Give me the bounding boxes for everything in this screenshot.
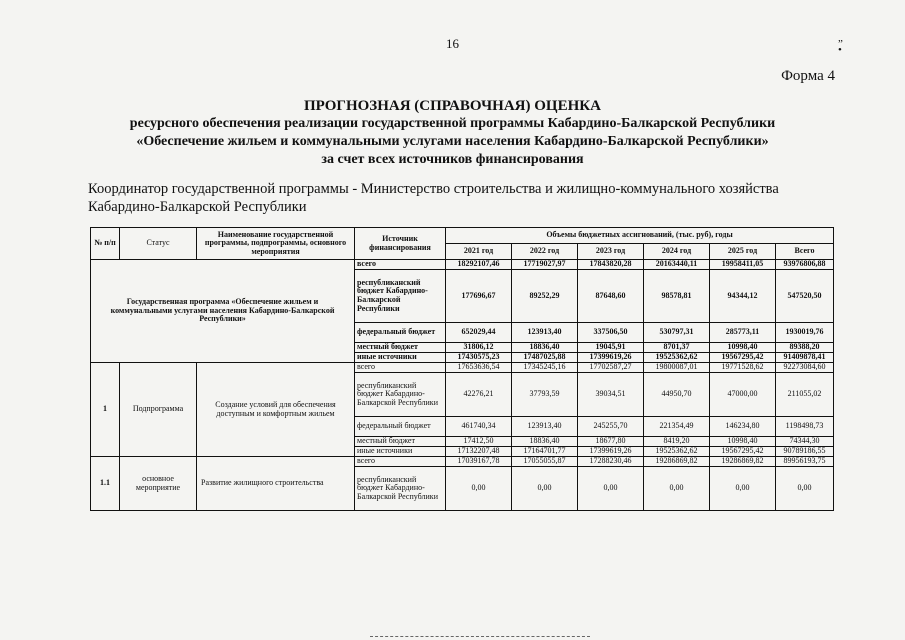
value-cell: 123913,40 bbox=[512, 417, 578, 437]
value-cell: 17164701,77 bbox=[512, 447, 578, 457]
value-cell: 1198498,73 bbox=[776, 417, 834, 437]
value-cell: 19800087,01 bbox=[644, 363, 710, 373]
value-cell: 19958411,05 bbox=[710, 260, 776, 270]
value-cell: 39034,51 bbox=[578, 373, 644, 417]
value-cell: 337506,50 bbox=[578, 323, 644, 343]
value-cell: 17653636,54 bbox=[446, 363, 512, 373]
value-cell: 90789186,55 bbox=[776, 447, 834, 457]
value-cell: 0,00 bbox=[578, 467, 644, 511]
value-cell: 18836,40 bbox=[512, 343, 578, 353]
value-cell: 87648,60 bbox=[578, 270, 644, 323]
value-cell: 20163440,11 bbox=[644, 260, 710, 270]
value-cell: 89388,20 bbox=[776, 343, 834, 353]
value-cell: 19525362,62 bbox=[644, 353, 710, 363]
value-cell: 530797,31 bbox=[644, 323, 710, 343]
value-cell: 17055055,87 bbox=[512, 457, 578, 467]
value-cell: 47000,00 bbox=[710, 373, 776, 417]
source-cell: иные источники bbox=[355, 447, 446, 457]
value-cell: 8701,37 bbox=[644, 343, 710, 353]
source-cell: федеральный бюджет bbox=[355, 323, 446, 343]
program-name: Государственная программа «Обеспечение жильем и коммунальными услугами населения Кабардино-Балкарской Республики» bbox=[91, 260, 355, 363]
value-cell: 0,00 bbox=[512, 467, 578, 511]
header-name: Наименование государственной программы, подпрограммы, основного мероприятия bbox=[197, 228, 355, 260]
title-line-3: «Обеспечение жильем и коммунальными услугами населения Кабардино-Балкарской Республики» bbox=[136, 134, 769, 149]
source-cell: всего bbox=[355, 457, 446, 467]
value-cell: 18836,40 bbox=[512, 437, 578, 447]
table-row bbox=[91, 363, 834, 373]
value-cell: 17132207,48 bbox=[446, 447, 512, 457]
value-cell: 1930019,76 bbox=[776, 323, 834, 343]
coordinator-text: Координатор государственной программы - Министерство строительства и жилищно-коммунального хозяйства Кабардино-Балкарской Республики bbox=[88, 181, 779, 215]
header-year: 2024 год bbox=[644, 244, 710, 260]
budget-table bbox=[90, 227, 834, 511]
value-cell: 10998,40 bbox=[710, 343, 776, 353]
header-total: Всего bbox=[776, 244, 834, 260]
value-cell: 18292107,46 bbox=[446, 260, 512, 270]
form-label: Форма 4 bbox=[781, 68, 835, 84]
table-row bbox=[91, 260, 834, 270]
value-cell: 0,00 bbox=[446, 467, 512, 511]
value-cell: 37793,59 bbox=[512, 373, 578, 417]
value-cell: 177696,67 bbox=[446, 270, 512, 323]
value-cell: 31806,12 bbox=[446, 343, 512, 353]
header-year: 2025 год bbox=[710, 244, 776, 260]
value-cell: 123913,40 bbox=[512, 323, 578, 343]
value-cell: 221354,49 bbox=[644, 417, 710, 437]
source-cell: местный бюджет bbox=[355, 343, 446, 353]
page-number: 16 bbox=[446, 36, 459, 51]
value-cell: 17702587,27 bbox=[578, 363, 644, 373]
source-cell: федеральный бюджет bbox=[355, 417, 446, 437]
value-cell: 17399619,26 bbox=[578, 447, 644, 457]
value-cell: 89252,29 bbox=[512, 270, 578, 323]
header-volumes: Объемы бюджетных ассигнований, (тыс. руб), годы bbox=[446, 228, 834, 244]
value-cell: 17430575,23 bbox=[446, 353, 512, 363]
value-cell: 0,00 bbox=[776, 467, 834, 511]
value-cell: 8419,20 bbox=[644, 437, 710, 447]
row-status: Подпрограмма bbox=[120, 363, 197, 457]
title-line-2: ресурсного обеспечения реализации государственной программы Кабардино-Балкарской Республики bbox=[129, 116, 776, 131]
value-cell: 461740,34 bbox=[446, 417, 512, 437]
value-cell: 285773,11 bbox=[710, 323, 776, 343]
row-number: 1.1 bbox=[91, 457, 120, 511]
value-cell: 17487025,88 bbox=[512, 353, 578, 363]
value-cell: 89956193,75 bbox=[776, 457, 834, 467]
title-line-1: ПРОГНОЗНАЯ (СПРАВОЧНАЯ) ОЦЕНКА bbox=[304, 98, 601, 114]
row-name: Создание условий для обеспечения доступным и комфортным жильем bbox=[197, 363, 355, 457]
value-cell: 10998,40 bbox=[710, 437, 776, 447]
value-cell: 0,00 bbox=[710, 467, 776, 511]
value-cell: 98578,81 bbox=[644, 270, 710, 323]
value-cell: 17843820,28 bbox=[578, 260, 644, 270]
value-cell: 17412,50 bbox=[446, 437, 512, 447]
value-cell: 91409878,41 bbox=[776, 353, 834, 363]
value-cell: 44950,70 bbox=[644, 373, 710, 417]
value-cell: 17399619,26 bbox=[578, 353, 644, 363]
value-cell: 146234,80 bbox=[710, 417, 776, 437]
value-cell: 19045,91 bbox=[578, 343, 644, 353]
value-cell: 17039167,78 bbox=[446, 457, 512, 467]
header-num: № п/п bbox=[91, 228, 120, 260]
value-cell: 19286869,82 bbox=[710, 457, 776, 467]
header-year: 2023 год bbox=[578, 244, 644, 260]
value-cell: 19567295,42 bbox=[710, 353, 776, 363]
value-cell: 74344,30 bbox=[776, 437, 834, 447]
value-cell: 0,00 bbox=[644, 467, 710, 511]
source-cell: республиканский бюджет Кабардино-Балкарской Республики bbox=[355, 270, 446, 323]
source-cell: всего bbox=[355, 260, 446, 270]
value-cell: 17719027,97 bbox=[512, 260, 578, 270]
row-status: основное мероприятие bbox=[120, 457, 197, 511]
value-cell: 92273084,60 bbox=[776, 363, 834, 373]
table-row bbox=[91, 457, 834, 467]
value-cell: 18677,80 bbox=[578, 437, 644, 447]
source-cell: местный бюджет bbox=[355, 437, 446, 447]
source-cell: республиканский бюджет Кабардино-Балкарской Республики bbox=[355, 373, 446, 417]
value-cell: 93976806,88 bbox=[776, 260, 834, 270]
header-year: 2022 год bbox=[512, 244, 578, 260]
row-name: Развитие жилищного строительства bbox=[197, 457, 355, 511]
value-cell: 547520,50 bbox=[776, 270, 834, 323]
value-cell: 17345245,16 bbox=[512, 363, 578, 373]
document-title bbox=[0, 97, 905, 169]
scan-marks: „ • bbox=[838, 32, 867, 56]
value-cell: 19525362,62 bbox=[644, 447, 710, 457]
source-cell: иные источники bbox=[355, 353, 446, 363]
value-cell: 652029,44 bbox=[446, 323, 512, 343]
bottom-dashed-line bbox=[370, 636, 590, 637]
value-cell: 42276,21 bbox=[446, 373, 512, 417]
value-cell: 17288230,46 bbox=[578, 457, 644, 467]
header-status: Статус bbox=[120, 228, 197, 260]
value-cell: 211055,02 bbox=[776, 373, 834, 417]
value-cell: 19567295,42 bbox=[710, 447, 776, 457]
source-cell: всего bbox=[355, 363, 446, 373]
value-cell: 19771528,62 bbox=[710, 363, 776, 373]
value-cell: 19286869,82 bbox=[644, 457, 710, 467]
header-source: Источник финансирования bbox=[355, 228, 446, 260]
title-line-4: за счет всех источников финансирования bbox=[321, 152, 584, 167]
value-cell: 245255,70 bbox=[578, 417, 644, 437]
source-cell: республиканский бюджет Кабардино-Балкарской Республики bbox=[355, 467, 446, 511]
row-number: 1 bbox=[91, 363, 120, 457]
value-cell: 94344,12 bbox=[710, 270, 776, 323]
header-year: 2021 год bbox=[446, 244, 512, 260]
